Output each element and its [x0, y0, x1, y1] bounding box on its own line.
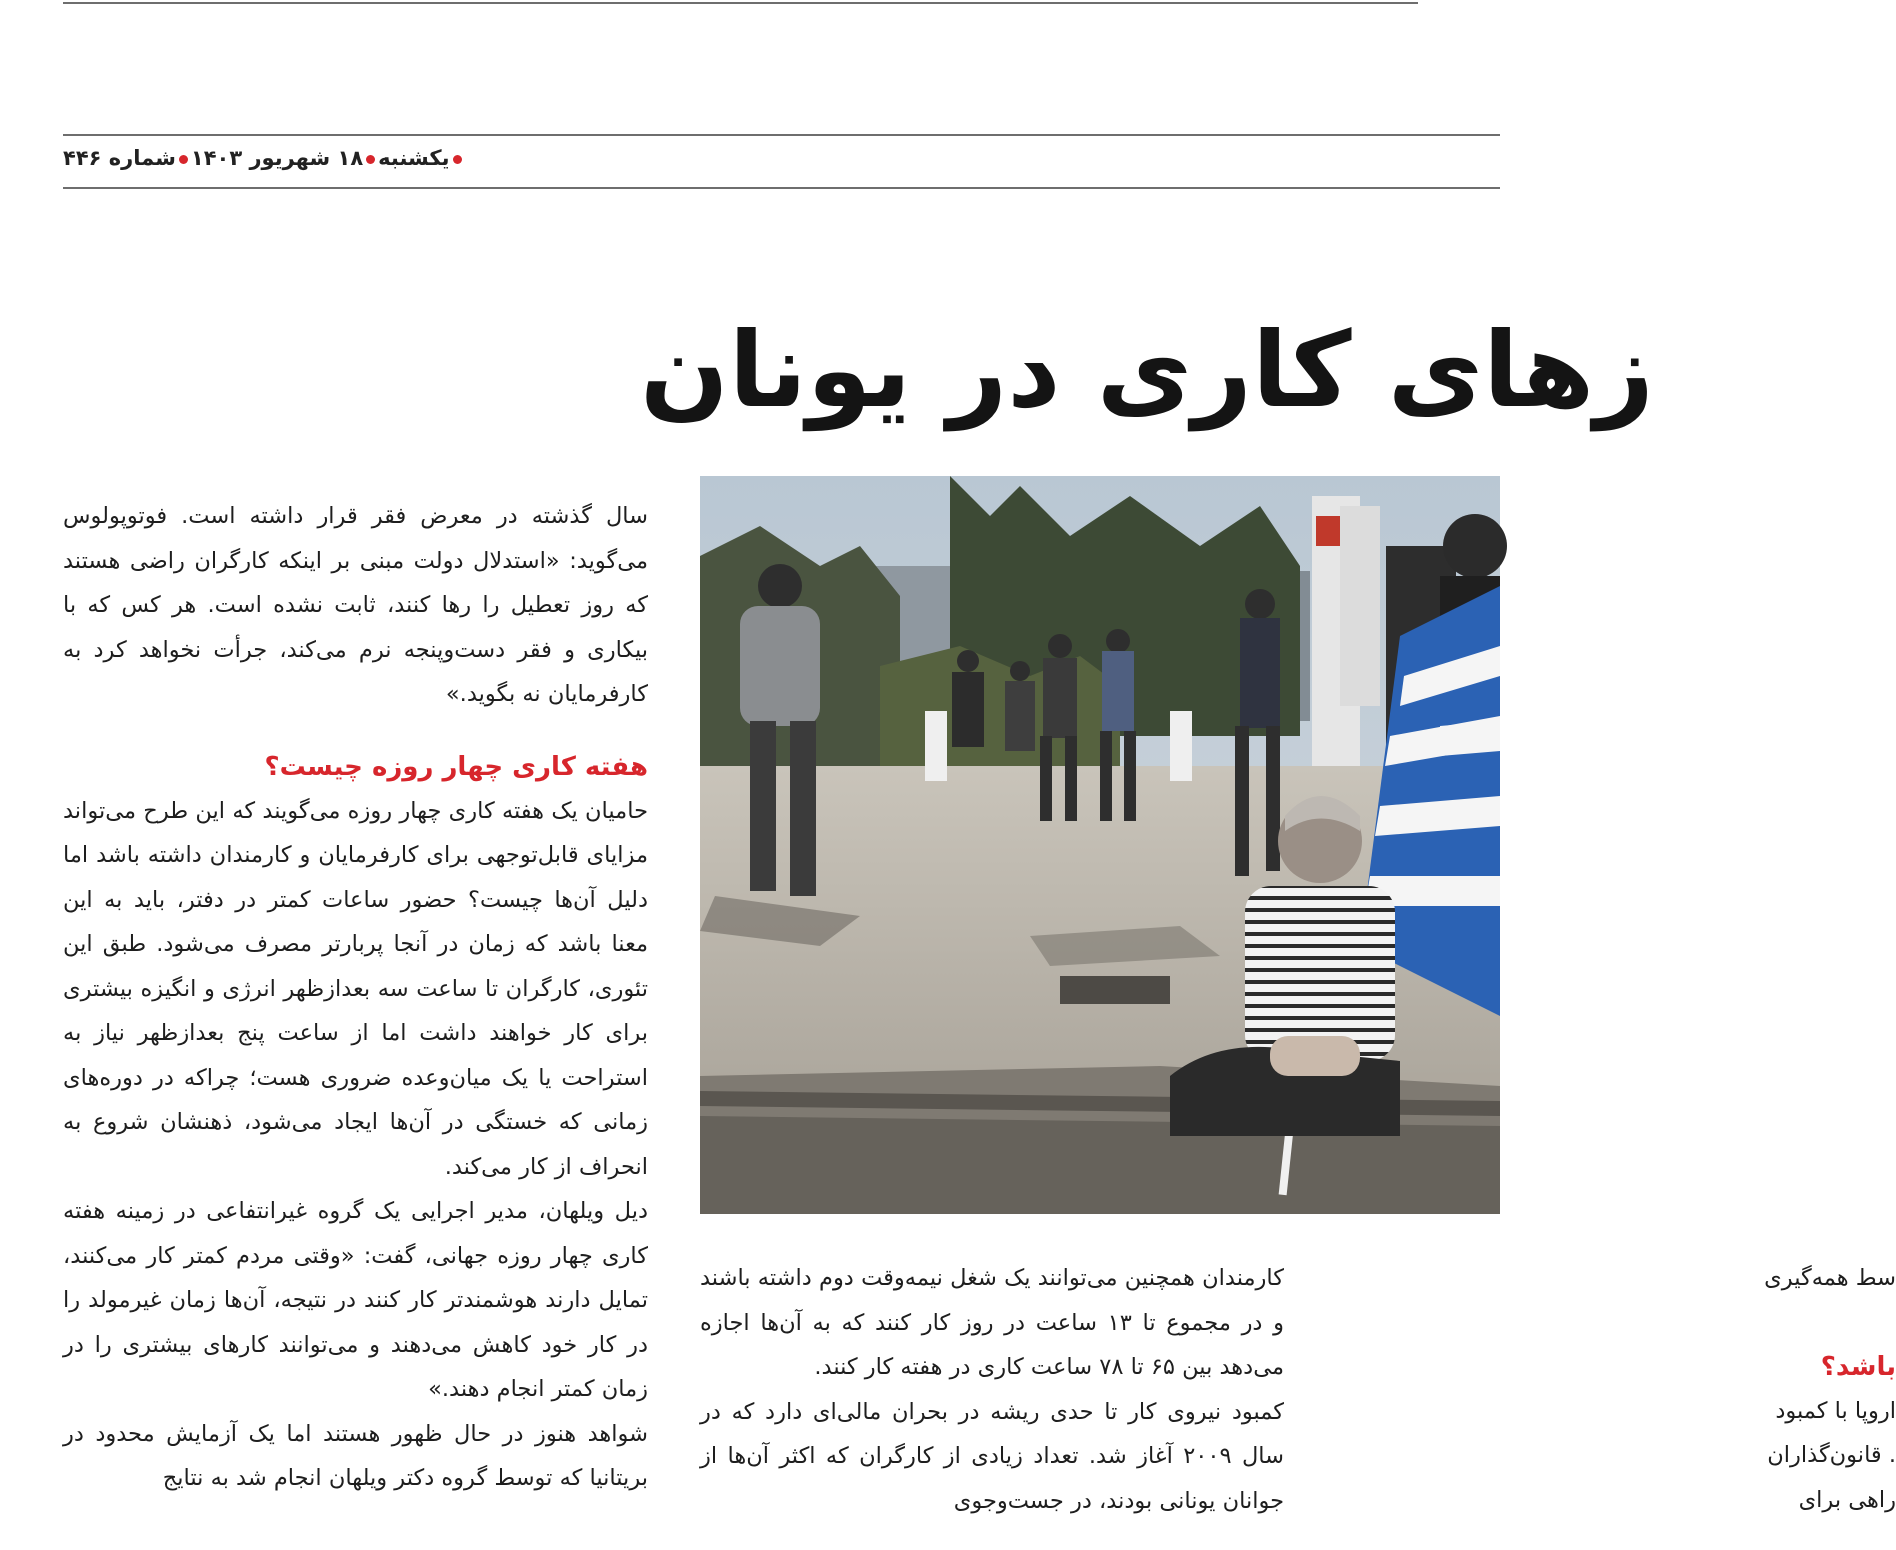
- article-line: راهی برای: [1798, 1486, 1896, 1513]
- headline-container: [640, 295, 1655, 445]
- article-line: اروپا با کمبود: [1775, 1397, 1896, 1424]
- article-paragraph: کمبود نیروی کار تا حدی ریشه در بحران مالی‌ای دارد که در سال ۲۰۰۹ آغاز شد. تعداد زیادی از کارگران که اکثر آن‌ها از جوانان یونانی بودند، در جست‌وجوی: [700, 1398, 1285, 1514]
- dateline-top-rule: [63, 134, 1500, 136]
- bullet-icon: [179, 155, 188, 164]
- article-subheading: باشد؟: [1820, 1351, 1896, 1382]
- article-subheading: هفته کاری چهار روزه چیست؟: [264, 751, 648, 782]
- dateline-issue: شماره ۴۴۶: [63, 146, 176, 170]
- top-rule: [63, 2, 1418, 4]
- article-line: سط همه‌گیری: [1764, 1265, 1896, 1291]
- article-line: . قانون‌گذاران: [1767, 1442, 1896, 1468]
- article-paragraph: سال گذشته در معرض فقر قرار داشته است. فوتوپولوس می‌گوید: «استدلال دولت مبنی بر اینکه کارگران راضی هستند که روز تعطیل را رها کنند، ثابت نشده است. هر کس که با بیکاری و فقر دست‌وپنجه نرم می‌کند، جرأت نخواهد کرد به کارفرمایان نه بگوید.»: [63, 503, 648, 707]
- article-paragraph: کارمندان همچنین می‌توانند یک شغل نیمه‌وقت دوم داشته باشند و در مجموع تا ۱۳ ساعت در روز کار کنند که به آن‌ها اجازه می‌دهد بین ۶۵ تا ۷۸ ساعت کاری در هفته کار کنند.: [700, 1265, 1284, 1380]
- bullet-icon: [453, 155, 462, 164]
- article-column-right: [1336, 1256, 1896, 1550]
- dateline-date: ۱۸ شهریور ۱۴۰۳: [190, 146, 364, 170]
- article-column-left: [63, 494, 648, 1550]
- article-paragraph: شواهد هنوز در حال ظهور هستند اما یک آزمایش محدود در بریتانیا که توسط گروه دکتر ویلهان انجام شد به نتایج: [63, 1420, 648, 1491]
- protest-photo-illustration: [700, 476, 1500, 1214]
- headline: زهای کاری در یونان: [640, 309, 1655, 431]
- dateline: [63, 146, 465, 170]
- article-paragraph: حامیان یک هفته کاری چهار روزه می‌گویند که این طرح می‌تواند مزایای قابل‌توجهی برای کارفرمایان و کارمندان داشته باشد اما دلیل آن‌ها چیست؟ حضور ساعات کمتر در دفتر، باید به این معنا باشد که زمان در آنجا پربارتر مصرف می‌شود. طبق این تئوری، کارگران تا ساعت سه بعدازظهر انرژی و انگیزه بیشتری برای کار خواهند داشت اما از ساعت پنج بعدازظهر نیاز به استراحت یا یک میان‌وعده ضروری هست؛ چراکه در دوره‌های زمانی که خستگی در آن‌ها ایجاد می‌شود، ذهنشان شروع به انحراف از کار می‌کند.: [63, 797, 648, 1180]
- article-column-middle: [700, 1256, 1284, 1550]
- article-paragraph: دیل ویلهان، مدیر اجرایی یک گروه غیرانتفاعی در زمینه هفته کاری چهار روزه جهانی، گفت: «وقتی مردم کمتر کار می‌کنند، تمایل دارند هوشمندتر کار کنند در نتیجه، آن‌ها زمان غیرمولد را در کار خود کاهش می‌دهند و می‌توانند کارهای بیشتری را در زمان کمتر انجام دهند.»: [63, 1198, 648, 1402]
- bullet-icon: [366, 155, 375, 164]
- dateline-day: یکشنبه: [378, 146, 450, 170]
- dateline-bottom-rule: [63, 187, 1500, 189]
- news-photo: [700, 476, 1500, 1214]
- article-column-right-text: [1336, 1256, 1896, 1522]
